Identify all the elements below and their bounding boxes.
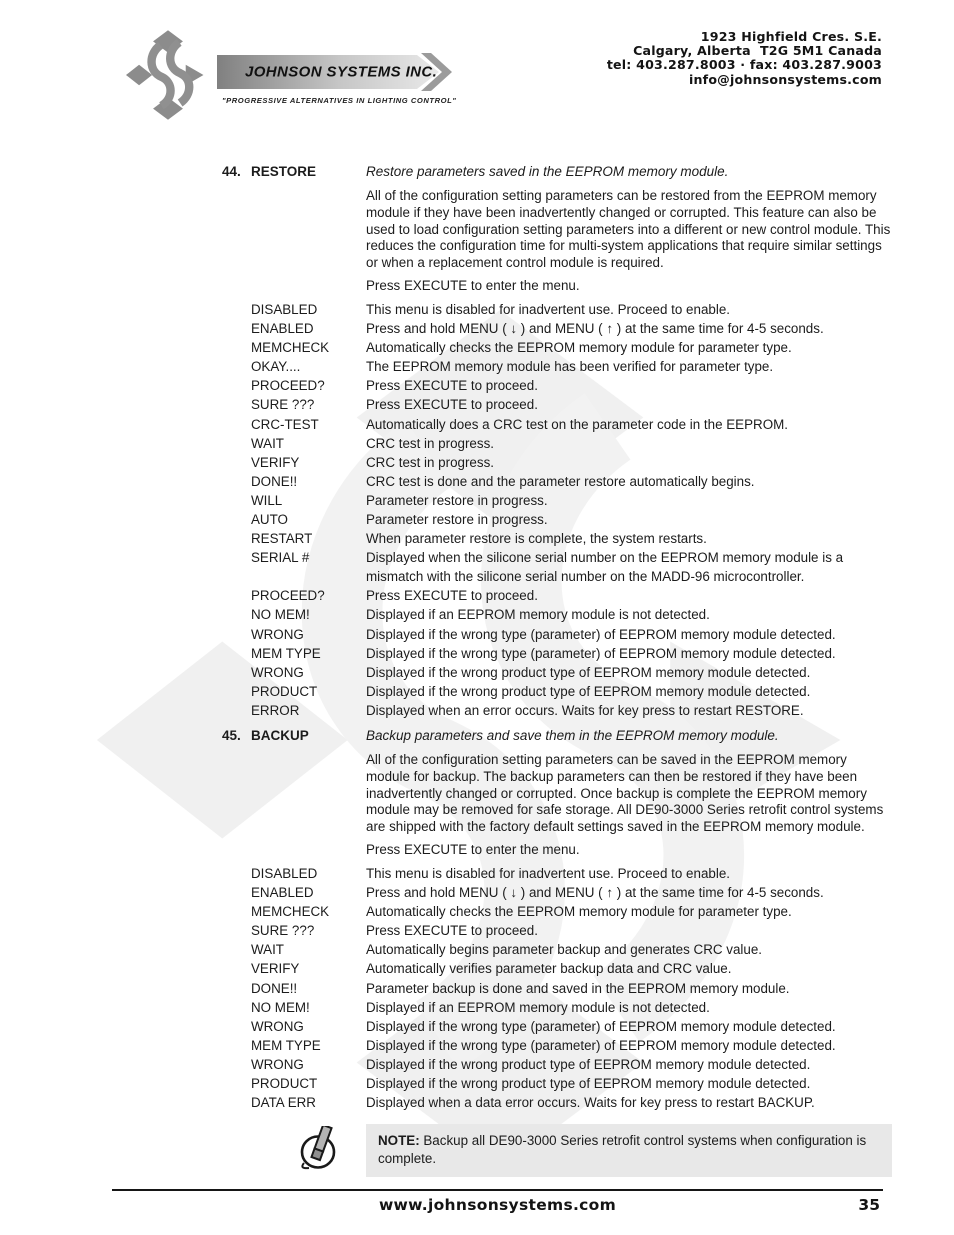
status-description: Displayed if the wrong type (parameter) of EEPROM memory module detected. bbox=[366, 1037, 836, 1053]
status-row bbox=[222, 357, 892, 376]
status-row bbox=[222, 644, 892, 663]
status-row bbox=[222, 625, 892, 644]
section-intro: All of the configuration setting parameters can be restored from the EEPROM memory module if they have been inadvertently changed or corrupted. This feature can also be used to load configuration setting parameters into a different or new control module. This reduces the configuration time for multi-system applications that require similar settings or when a replacement control module is required. bbox=[366, 188, 891, 271]
status-row bbox=[222, 1017, 892, 1036]
status-description: Parameter restore in progress. bbox=[366, 512, 548, 528]
restore-status-list bbox=[222, 300, 892, 720]
status-label: CRC-TEST bbox=[251, 416, 319, 432]
company-tagline: "PROGRESSIVE ALTERNATIVES IN LIGHTING CONTROL" bbox=[222, 96, 457, 105]
status-description: Displayed if the wrong product type of EEPROM memory module detected. bbox=[366, 683, 811, 699]
status-label: MEM TYPE bbox=[251, 645, 321, 661]
status-description: Press and hold MENU ( ↓ ) and MENU ( ↑ ) at the same time for 4-5 seconds. bbox=[366, 885, 824, 901]
company-name: JOHNSON SYSTEMS INC. bbox=[245, 63, 438, 81]
status-description: Displayed if an EEPROM memory module is not detected. bbox=[366, 999, 710, 1015]
status-label: WILL bbox=[251, 492, 283, 508]
status-description: Automatically checks the EEPROM memory module for parameter type. bbox=[366, 340, 792, 356]
company-logo-banner bbox=[217, 52, 463, 92]
status-row bbox=[222, 902, 892, 921]
status-label: NO MEM! bbox=[251, 999, 310, 1015]
status-row bbox=[222, 434, 892, 453]
status-description: CRC test in progress. bbox=[366, 454, 494, 470]
status-description: Automatically checks the EEPROM memory module for parameter type. bbox=[366, 904, 792, 920]
status-row bbox=[222, 491, 892, 510]
note-text: Backup all DE90-3000 Series retrofit control systems when configuration is complete. bbox=[378, 1133, 867, 1166]
status-row bbox=[222, 453, 892, 472]
status-row bbox=[222, 510, 892, 529]
status-label: AUTO bbox=[251, 512, 288, 528]
status-label: WAIT bbox=[251, 435, 284, 451]
status-row bbox=[222, 395, 892, 414]
status-description: Displayed if the wrong product type of EEPROM memory module detected. bbox=[366, 1056, 811, 1072]
status-label: DISABLED bbox=[251, 301, 318, 317]
company-logo-icon bbox=[126, 27, 210, 123]
status-description: Displayed if the wrong type (parameter) of EEPROM memory module detected. bbox=[366, 645, 836, 661]
status-label: PROCEED? bbox=[251, 588, 325, 604]
status-row bbox=[222, 940, 892, 959]
status-description: The EEPROM memory module has been verified for parameter type. bbox=[366, 359, 774, 375]
status-row bbox=[222, 1036, 892, 1055]
address-line-1: 1923 Highfield Cres. S.E. bbox=[700, 29, 882, 44]
status-row bbox=[222, 472, 892, 491]
backup-status-list bbox=[222, 864, 892, 1112]
status-description: Press EXECUTE to proceed. bbox=[366, 923, 538, 939]
section-summary: Backup parameters and save them in the EEPROM memory module. bbox=[366, 728, 779, 743]
status-label: PRODUCT bbox=[251, 683, 318, 699]
status-description: Press and hold MENU ( ↓ ) and MENU ( ↑ ) at the same time for 4-5 seconds. bbox=[366, 321, 824, 337]
section-press-note: Press EXECUTE to enter the menu. bbox=[366, 277, 580, 293]
section-restore bbox=[222, 163, 892, 720]
status-description: Parameter restore in progress. bbox=[366, 492, 548, 508]
note-label: NOTE: bbox=[378, 1133, 420, 1148]
status-row bbox=[222, 376, 892, 395]
status-description: When parameter restore is complete, the system restarts. bbox=[366, 531, 707, 547]
company-address bbox=[607, 30, 882, 87]
status-label: NO MEM! bbox=[251, 607, 310, 623]
note-box bbox=[366, 1124, 892, 1177]
status-row bbox=[222, 300, 892, 319]
status-row bbox=[222, 586, 892, 605]
status-description: Parameter backup is done and saved in the EEPROM memory module. bbox=[366, 980, 790, 996]
status-label: SURE ??? bbox=[251, 923, 315, 939]
status-description: CRC test in progress. bbox=[366, 435, 494, 451]
status-label: WRONG bbox=[251, 626, 304, 642]
status-label: RESTART bbox=[251, 531, 313, 547]
status-row bbox=[222, 548, 892, 586]
status-description: Displayed when the silicone serial number on the EEPROM memory module is a mismatch with the silicone serial number on the MADD-96 microcontroller. bbox=[366, 550, 844, 585]
status-row bbox=[222, 864, 892, 883]
status-row bbox=[222, 979, 892, 998]
status-label: DONE!! bbox=[251, 473, 298, 489]
status-description: Displayed if the wrong product type of EEPROM memory module detected. bbox=[366, 1076, 811, 1092]
footer-page-number: 35 bbox=[858, 1196, 880, 1214]
status-label: WRONG bbox=[251, 1056, 304, 1072]
status-description: This menu is disabled for inadvertent use. Proceed to enable. bbox=[366, 301, 730, 317]
status-description: Automatically begins parameter backup and generates CRC value. bbox=[366, 942, 762, 958]
status-row bbox=[222, 415, 892, 434]
section-summary: Restore parameters saved in the EEPROM memory module. bbox=[366, 164, 729, 179]
status-description: Automatically does a CRC test on the parameter code in the EEPROM. bbox=[366, 416, 789, 432]
note-callout bbox=[222, 1124, 892, 1177]
status-description: Press EXECUTE to proceed. bbox=[366, 588, 538, 604]
section-backup-heading bbox=[222, 727, 366, 745]
section-number: 44. bbox=[222, 164, 241, 179]
status-label: PROCEED? bbox=[251, 378, 325, 394]
status-description: CRC test is done and the parameter restore automatically begins. bbox=[366, 473, 755, 489]
status-row bbox=[222, 998, 892, 1017]
status-row bbox=[222, 529, 892, 548]
status-description: Displayed if an EEPROM memory module is not detected. bbox=[366, 607, 710, 623]
footer-website: www.johnsonsystems.com bbox=[378, 1196, 617, 1214]
status-label: ERROR bbox=[251, 702, 300, 718]
status-label: ENABLED bbox=[251, 321, 314, 337]
section-restore-heading bbox=[222, 163, 366, 181]
status-row bbox=[222, 663, 892, 682]
status-label: WAIT bbox=[251, 942, 284, 958]
status-label: MEMCHECK bbox=[251, 340, 330, 356]
status-label: ENABLED bbox=[251, 885, 314, 901]
note-pencil-icon bbox=[298, 1126, 342, 1177]
footer-divider bbox=[112, 1189, 883, 1191]
status-row bbox=[222, 1074, 892, 1093]
status-description: Automatically verifies parameter backup data and CRC value. bbox=[366, 961, 732, 977]
status-row bbox=[222, 682, 892, 701]
status-label: OKAY.... bbox=[251, 359, 301, 375]
status-label: VERIFY bbox=[251, 961, 300, 977]
status-row bbox=[222, 1055, 892, 1074]
status-label: DONE!! bbox=[251, 980, 298, 996]
status-row bbox=[222, 319, 892, 338]
status-description: Displayed when an error occurs. Waits for key press to restart RESTORE. bbox=[366, 702, 804, 718]
address-line-3: tel: 403.287.8003 · fax: 403.287.9003 bbox=[606, 57, 882, 73]
status-description: Displayed if the wrong product type of EEPROM memory module detected. bbox=[366, 664, 811, 680]
status-label: WRONG bbox=[251, 1018, 304, 1034]
status-label: MEM TYPE bbox=[251, 1037, 321, 1053]
status-label: SERIAL # bbox=[251, 550, 310, 566]
status-row bbox=[222, 701, 892, 720]
status-row bbox=[222, 959, 892, 978]
section-backup bbox=[222, 727, 892, 1112]
status-description: Press EXECUTE to proceed. bbox=[366, 378, 538, 394]
status-label: WRONG bbox=[251, 664, 304, 680]
section-title: BACKUP bbox=[251, 728, 309, 743]
section-intro: All of the configuration setting parameters can be saved in the EEPROM memory module for backup. The backup parameters can then be restored if they have been inadvertently changed or corrupted. Once backup is complete the EEPROM memory module may be removed for safe storage. All DE90-3000 Series retrofit control systems are shipped with the factory default settings saved in the EEPROM memory module. bbox=[366, 752, 884, 835]
status-label: SURE ??? bbox=[251, 397, 315, 413]
status-description: Displayed when a data error occurs. Waits for key press to restart BACKUP. bbox=[366, 1095, 815, 1111]
status-row bbox=[222, 605, 892, 624]
status-label: DATA ERR bbox=[251, 1095, 316, 1111]
status-description: This menu is disabled for inadvertent use. Proceed to enable. bbox=[366, 865, 730, 881]
section-number: 45. bbox=[222, 728, 241, 743]
section-title: RESTORE bbox=[251, 164, 317, 179]
status-row bbox=[222, 338, 892, 357]
status-row bbox=[222, 883, 892, 902]
status-label: PRODUCT bbox=[251, 1076, 318, 1092]
address-line-4: info@johnsonsystems.com bbox=[688, 71, 882, 87]
status-label: VERIFY bbox=[251, 454, 300, 470]
status-label: DISABLED bbox=[251, 865, 318, 881]
status-description: Press EXECUTE to proceed. bbox=[366, 397, 538, 413]
status-row bbox=[222, 1093, 892, 1112]
status-description: Displayed if the wrong type (parameter) of EEPROM memory module detected. bbox=[366, 626, 836, 642]
address-line-2: Calgary, Alberta T2G 5M1 Canada bbox=[633, 43, 882, 59]
status-label: MEMCHECK bbox=[251, 904, 330, 920]
section-press-note: Press EXECUTE to enter the menu. bbox=[366, 841, 580, 857]
status-row bbox=[222, 921, 892, 940]
status-description: Displayed if the wrong type (parameter) of EEPROM memory module detected. bbox=[366, 1018, 836, 1034]
